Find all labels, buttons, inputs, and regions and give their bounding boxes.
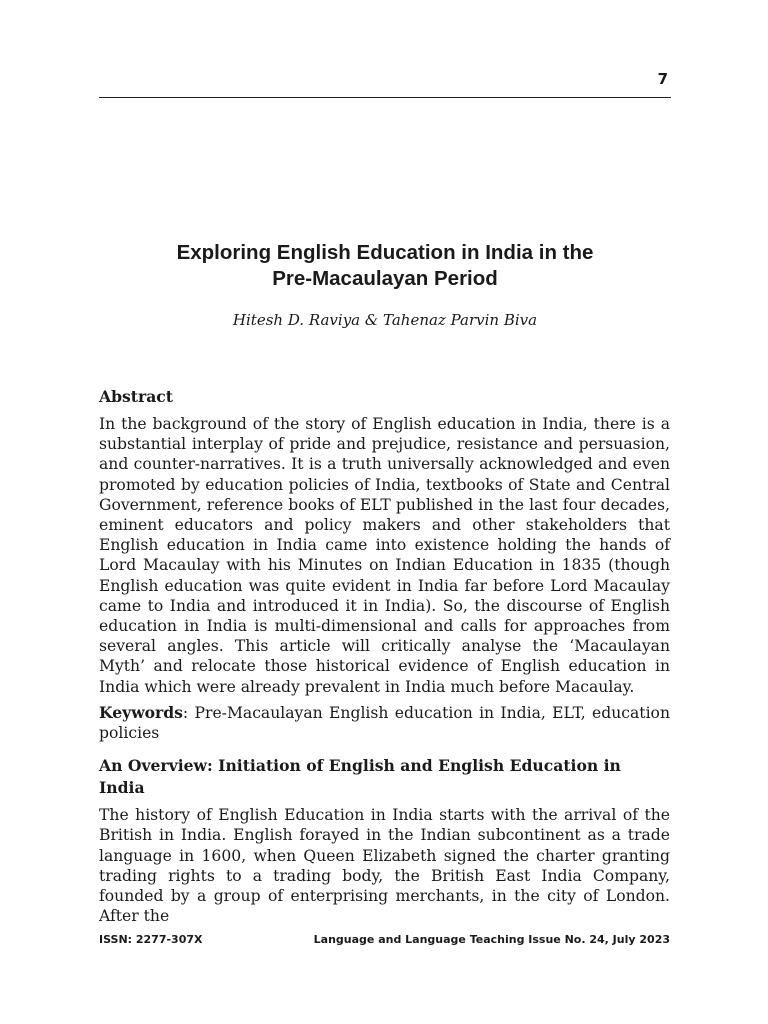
page-number: 7: [657, 70, 668, 88]
overview-heading: An Overview: Initiation of English and English Education in India: [99, 756, 621, 798]
header-rule: [99, 97, 671, 98]
article-content: [99, 386, 670, 926]
page-footer: [99, 933, 670, 946]
keywords-text: : Pre-Macaulayan English education in India, ELT, education policies: [99, 703, 670, 743]
keywords-paragraph: [99, 703, 670, 743]
article-title: [99, 240, 671, 292]
overview-body: The history of English Education in India starts with the arrival of the British in India. English forayed in the Indian subcontinent as a trade language in 1600, when Queen Elizabeth signed the charter granting trading rights to a trading body, the British East India Company, founded by a group of enterprising merchants, in the city of London. After the: [99, 806, 670, 926]
article-title-line-2: Pre-Macaulayan Period: [272, 267, 498, 290]
article-authors: Hitesh D. Raviya & Tahenaz Parvin Biva: [232, 311, 538, 329]
abstract-body: In the background of the story of English education in India, there is a substantial interplay of pride and prejudice, resistance and persuasion, and counter-narratives. It is a truth universally acknowledged and even promoted by education policies of India, textbooks of State and Central Government, reference books of ELT published in the last four decades, eminent educators and policy makers and other stakeholders that English education in India came into existence holding the hands of Lord Macaulay with his Minutes on Indian Education in 1835 (though English education was quite evident in India far before Lord Macaulay came to India and introduced it in India). So, the discourse of English education in India is multi-dimensional and calls for approaches from several angles. This article will critically analyse the ‘Macaulayan Myth’ and relocate those historical evidence of English education in India which were already prevalent in India much before Macaulay.: [99, 415, 670, 696]
footer-issn: ISSN: 2277-307X: [99, 933, 203, 946]
abstract-heading: Abstract: [99, 387, 174, 406]
footer-journal: Language and Language Teaching Issue No. 24, July 2023: [313, 933, 670, 946]
article-title-line-1: Exploring English Education in India in the: [176, 241, 594, 264]
keywords-label: Keywords: [99, 702, 183, 722]
